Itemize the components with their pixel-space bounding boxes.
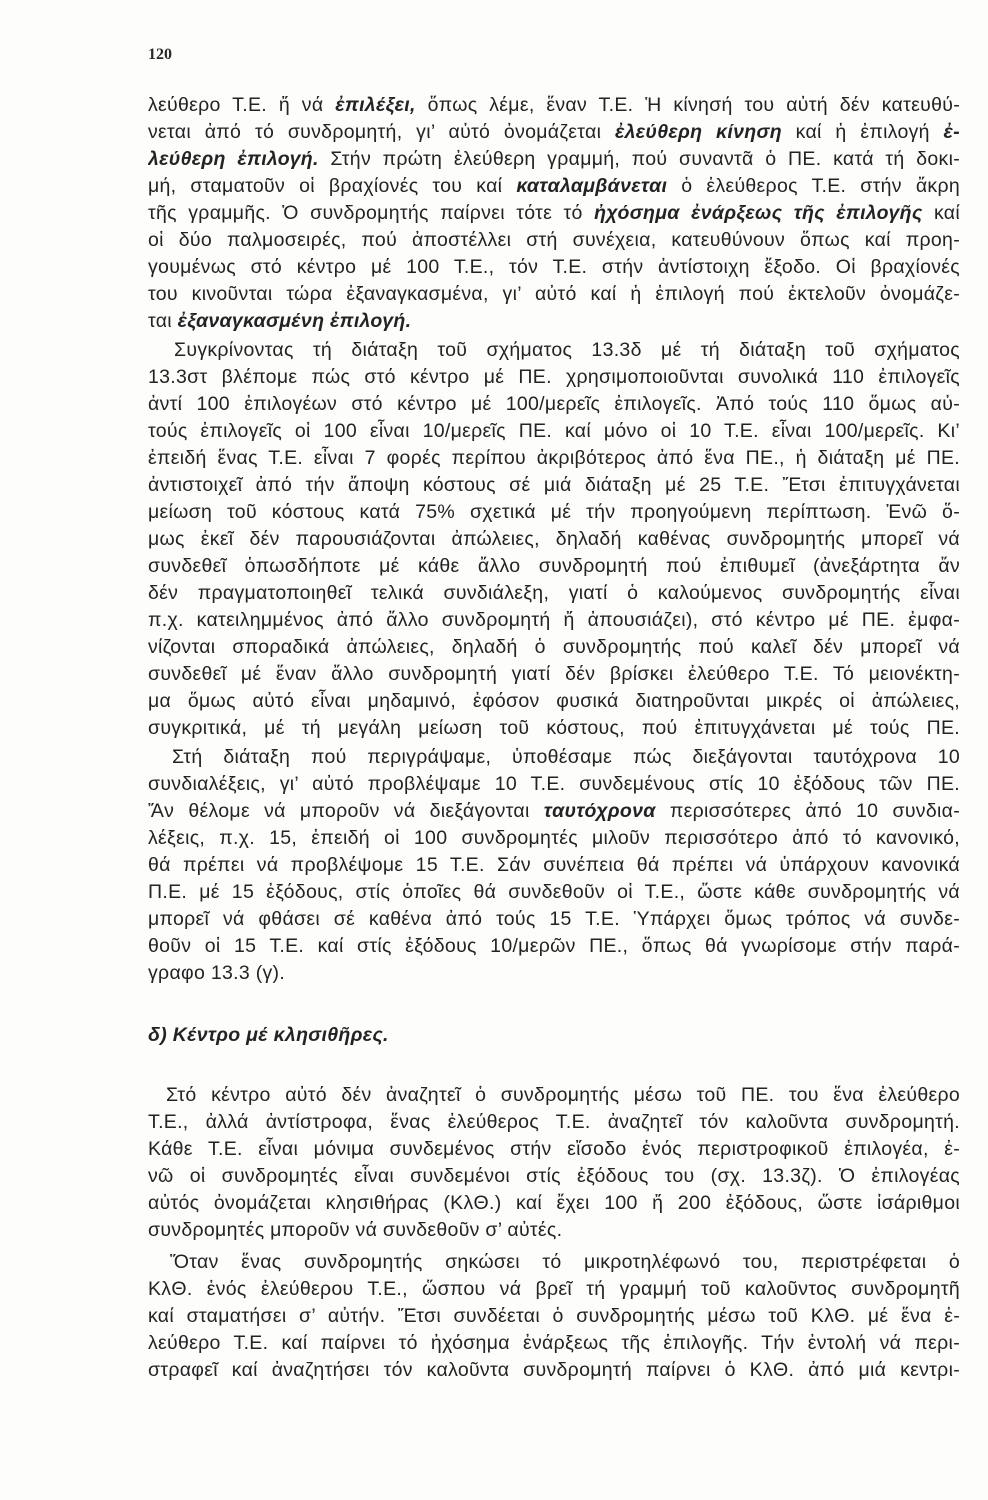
line-text: π.χ. κατειλημμένος ἀπό ἄλλο συνδρομητή ἤ ἀπουσιάζει), στό κέντρο μέ ΠΕ. ἐμφα- <box>148 609 960 631</box>
line-text: περισσότερες ἀπό 10 συνδια- <box>655 800 960 822</box>
line-text: νεται ἀπό τό συνδρομητή, γι’ αὐτό ὀνομάζεται <box>148 121 615 143</box>
line-text: μως ἐκεῖ δέν παρουσιάζονται ἀπώλειες, δηλαδή καθένας συνδρομητής μπορεῖ νά <box>148 528 960 550</box>
text-line <box>148 715 960 742</box>
text-line <box>148 1163 960 1190</box>
line-text: Ἄν θέλομε νά μποροῦν νά διεξάγονται <box>148 800 544 822</box>
line-text: γραφο 13.3 (γ). <box>148 962 286 984</box>
line-text: αὐτός ὀνομάζεται κλησιθήρας (ΚλΘ.) καί ἔχει 100 ἤ 200 ἐξόδους, ὥστε ἰσάριθμοι <box>148 1192 960 1214</box>
line-text: νῶ οἱ συνδρομητές εἶναι συνδεμένοι στίς ἐξόδους του (σχ. 13.3ζ). Ὁ ἐπιλογέας <box>148 1165 960 1187</box>
line-text: θοῦν οἱ 15 Τ.Ε. καί στίς ἐξόδους 10/μερῶν ΠΕ., ὅπως θά γνωρίσομε στήν παρά- <box>148 935 960 957</box>
text-line <box>148 418 960 445</box>
text-line <box>148 580 960 607</box>
text-line <box>148 688 960 715</box>
line-text: λέξεις, π.χ. 15, ἐπειδή οἱ 100 συνδρομητές μιλοῦν περισσότερο ἀπό τό κανονικό, <box>148 827 960 849</box>
text-line <box>148 1276 960 1303</box>
paragraph <box>148 337 960 742</box>
emphasized-term: ταυτόχρονα <box>543 800 656 822</box>
text-line <box>148 391 960 418</box>
text-line <box>148 1190 960 1217</box>
page-number: 120 <box>148 46 172 63</box>
text-line <box>148 499 960 526</box>
line-text: καί σταματήσει σ’ αὐτήν. Ἔτσι συνδέεται ὁ συνδρομητής μέσω τοῦ ΚλΘ. μέ ἕνα ἐ- <box>148 1305 960 1327</box>
text-line <box>148 1330 960 1357</box>
text-line <box>148 879 960 906</box>
line-text: Στό κέντρο αὐτό δέν ἀναζητεῖ ὁ συνδρομητής μέσω τοῦ ΠΕ. του ἕνα ἐλεύθερο <box>166 1084 960 1106</box>
line-text: νίζονται σποραδικά ἀπώλειες, δηλαδή ὁ συνδρομητής πού καλεῖ δέν μπορεῖ νά <box>148 636 960 658</box>
line-text: ΚλΘ. ἑνός ἐλεύθερου Τ.Ε., ὥσπου νά βρεῖ τή γραμμή τοῦ καλοῦντος συνδρομητῆ <box>148 1278 960 1300</box>
emphasized-term: ἐπιλέξει, <box>335 94 416 116</box>
line-text: δέν πραγματοποιηθεῖ τελικά συνδιάλεξη, γιατί ὁ καλούμενος συνδρομητής εἶναι <box>148 582 960 604</box>
line-text: του κινοῦνται τώρα ἐξαναγκασμένα, γι’ αὐτό καί ἡ ἐπιλογή πού ἐκτελοῦν ὀνομάζε- <box>148 283 960 305</box>
line-text: θά πρέπει νά προβλέψομε 15 Τ.Ε. Σάν συνέπεια θά πρέπει νά ὑπάρχουν κανονικά <box>148 854 960 876</box>
emphasized-term: καταλαμβάνεται <box>516 175 668 197</box>
text-line <box>148 337 960 364</box>
line-text: ὁ ἐλεύθερος Τ.Ε. στήν ἄκρη <box>667 175 960 197</box>
paragraph <box>148 92 960 335</box>
line-text: καί ἡ ἐπιλογή <box>781 121 944 143</box>
paragraph <box>148 744 960 987</box>
line-text: ἀντί 100 ἐπιλογέων στό κέντρο μέ 100/μερεῖς ἐπιλογεῖς. Ἀπό τούς 110 ὅμως αὐ- <box>148 393 960 415</box>
text-line <box>148 661 960 688</box>
line-text: τούς ἐπιλογεῖς οἱ 100 εἶναι 10/μερεῖς ΠΕ. καί μόνο οἱ 10 Τ.Ε. εἶναι 100/μερεῖς. Κι’ <box>148 420 960 442</box>
text-line <box>148 1357 960 1384</box>
text-line <box>148 1303 960 1330</box>
line-text: συνδεθεῖ ὁπωσδήποτε μέ κάθε ἄλλο συνδρομητή πού ἐπιθυμεῖ (ἀνεξάρτητα ἄν <box>148 555 960 577</box>
text-line <box>148 933 960 960</box>
emphasized-term: ἐλεύθερη κίνηση <box>614 121 782 143</box>
text-line <box>148 472 960 499</box>
line-text: μή, σταματοῦν οἱ βραχίονές του καί <box>148 175 517 197</box>
text-line <box>148 960 960 987</box>
line-text: συνδρομητές μποροῦν νά συνδεθοῦν σ’ αὐτές. <box>148 1219 563 1241</box>
text-line <box>148 308 960 335</box>
text-line <box>148 281 960 308</box>
line-text: Π.Ε. μέ 15 ἐξόδους, στίς ὁποῖες θά συνδεθοῦν οἱ Τ.Ε., ὥστε κάθε συνδρομητής νά <box>148 881 960 903</box>
text-line <box>148 852 960 879</box>
text-line <box>148 1082 960 1109</box>
line-text: ἐπειδή ἕνας Τ.Ε. εἶναι 7 φορές περίπου ἀκριβότερος ἀπό ἕνα ΠΕ., ἡ διάταξη μέ ΠΕ. <box>148 447 960 469</box>
text-line <box>148 146 960 173</box>
line-text: Στή διάταξη πού περιγράψαμε, ὑποθέσαμε πώς διεξάγονται ταυτόχρονα 10 <box>172 746 960 768</box>
line-text: Στήν πρώτη ἐλεύθερη γραμμή, πού συναντᾶ ὁ ΠΕ. κατά τή δοκι- <box>318 148 960 170</box>
text-line <box>148 553 960 580</box>
text-line <box>148 607 960 634</box>
text-line <box>148 173 960 200</box>
text-line <box>148 254 960 281</box>
text-line <box>148 119 960 146</box>
emphasized-term: ἠχόσημα ἐνάρξεως τῆς ἐπιλογῆς <box>594 202 923 224</box>
line-text: Κάθε Τ.Ε. εἶναι μόνιμα συνδεμένος στήν εἴσοδο ἑνός περιστροφικοῦ ἐπιλογέα, ἐ- <box>148 1138 960 1160</box>
line-text: Ὅταν ἕνας συνδρομητής σηκώσει τό μικροτηλέφωνό του, περιστρέφεται ὁ <box>170 1251 960 1273</box>
text-line <box>148 200 960 227</box>
paragraph <box>148 1082 960 1244</box>
line-text: συνδεθεῖ μέ ἕναν ἄλλο συνδρομητή γιατί δέν βρίσκει ἐλεύθερο Τ.Ε. Τό μειονέκτη- <box>148 663 960 685</box>
emphasized-term: ἐξαναγκασμένη ἐπιλογή. <box>177 310 412 332</box>
line-text: μα ὅμως αὐτό εἶναι μηδαμινό, ἐφόσον φυσικά διατηροῦνται μικρές οἱ ἀπώλειες, <box>148 690 960 712</box>
text-line <box>148 798 960 825</box>
body-text <box>148 92 960 1384</box>
line-text: γουμένως στό κέντρο μέ 100 Τ.Ε., τόν Τ.Ε. στήν ἀντίστοιχη ἔξοδο. Οἱ βραχίονές <box>148 256 960 278</box>
text-line <box>148 825 960 852</box>
text-line <box>148 526 960 553</box>
text-line <box>148 92 960 119</box>
line-text: 13.3στ βλέπομε πώς στό κέντρο μέ ΠΕ. χρησιμοποιοῦνται συνολικά 110 ἐπιλογεῖς <box>148 366 960 388</box>
line-text: Τ.Ε., ἀλλά ἀντίστροφα, ἕνας ἐλεύθερος Τ.Ε. ἀναζητεῖ τόν καλοῦντα συνδρομητή. <box>148 1111 960 1133</box>
line-text: μπορεῖ νά φθάσει σέ καθένα ἀπό τούς 15 Τ.Ε. Ὑπάρχει ὅμως τρόπος νά συνδε- <box>148 908 960 930</box>
line-text: συνδιαλέξεις, γι’ αὐτό προβλέψαμε 10 Τ.Ε. συνδεμένους στίς 10 ἐξόδους τῶν ΠΕ. <box>148 773 960 795</box>
emphasized-term: ἐ- <box>943 121 960 143</box>
line-text: συγκριτικά, μέ τή μεγάλη μείωση τοῦ κόστους, πού ἐπιτυγχάνεται μέ τούς ΠΕ. <box>148 717 960 739</box>
text-line <box>148 364 960 391</box>
line-text: ὅπως λέμε, ἕναν Τ.Ε. Ἡ κίνησή του αὐτή δέν κατευθύ- <box>415 94 960 116</box>
text-line <box>148 445 960 472</box>
line-text: στραφεῖ καί ἀναζητήσει τόν καλοῦντα συνδρομητή παίρνει ὁ ΚλΘ. ἀπό μιά κεντρι- <box>148 1359 960 1381</box>
line-text: λεύθερο Τ.Ε. καί παίρνει τό ἠχόσημα ἐνάρξεως τῆς ἐπιλογῆς. Τήν ἐντολή νά περι- <box>148 1332 960 1354</box>
line-text: οἱ δύο παλμοσειρές, πού ἀποστέλλει στή συνέχεια, κατευθύνουν ὅπως καί προη- <box>148 229 960 251</box>
text-line <box>148 906 960 933</box>
section-heading: δ) Κέντρο μέ κλησιθῆρες. <box>148 1024 389 1046</box>
text-line <box>148 1249 960 1276</box>
text-line <box>148 771 960 798</box>
line-text: Συγκρίνοντας τή διάταξη τοῦ σχήματος 13.3δ μέ τή διάταξη τοῦ σχήματος <box>174 339 960 361</box>
line-text: λεύθερο Τ.Ε. ἤ νά <box>148 94 336 116</box>
paragraph <box>148 1249 960 1384</box>
emphasized-term: λεύθερη ἐπιλογή. <box>148 148 319 170</box>
line-text: ἀντιστοιχεῖ ἀπό τήν ἄποψη κόστους σέ μιά διάταξη μέ 25 Τ.Ε. Ἔτσι ἐπιτυγχάνεται <box>148 474 960 496</box>
text-line <box>148 744 960 771</box>
line-text: καί <box>922 202 960 224</box>
line-text: μείωση τοῦ κόστους κατά 75% σχετικά μέ τήν προηγούμενη περίπτωση. Ἐνῶ ὅ- <box>148 501 960 523</box>
text-line <box>148 1109 960 1136</box>
text-line <box>148 1217 960 1244</box>
line-text: τῆς γραμμῆς. Ὁ συνδρομητής παίρνει τότε τό <box>148 202 595 224</box>
line-text: ται <box>148 310 178 332</box>
text-line <box>148 634 960 661</box>
text-line <box>148 1136 960 1163</box>
text-line <box>148 227 960 254</box>
